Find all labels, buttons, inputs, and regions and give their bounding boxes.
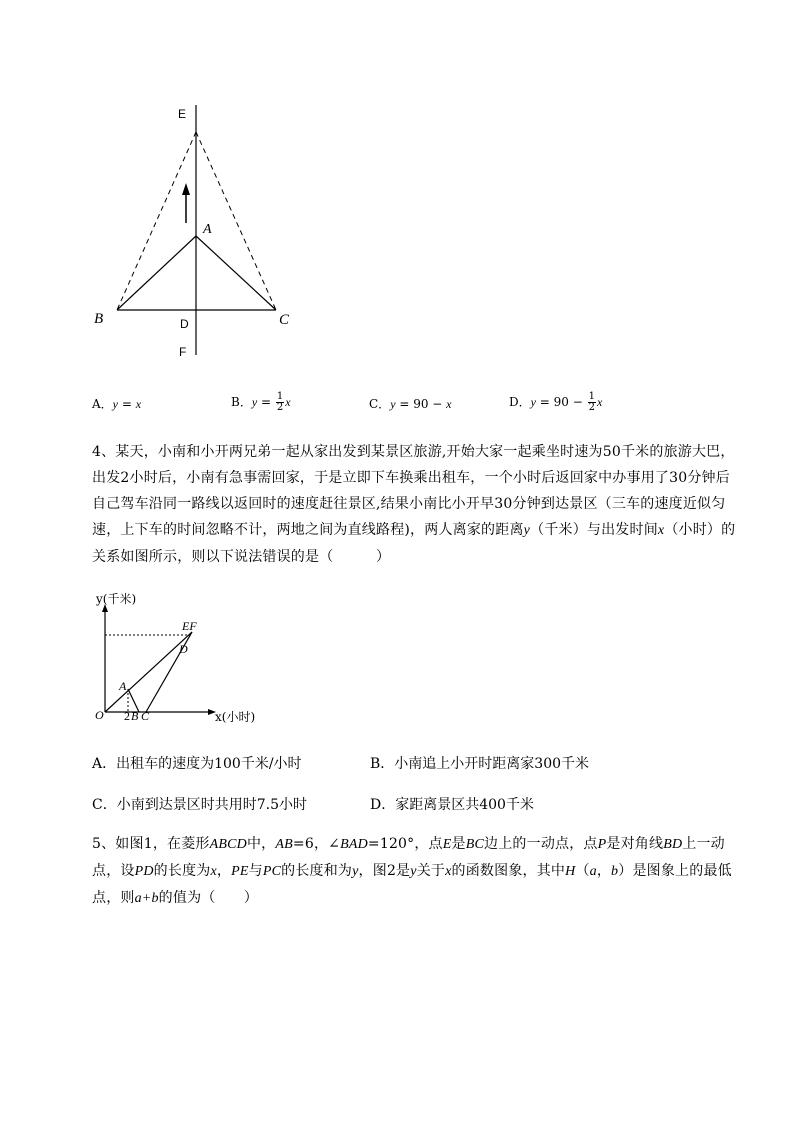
point-c-label: C	[141, 709, 150, 723]
q5-var: a	[589, 864, 597, 879]
x-axis-label: x(小时)	[215, 710, 256, 724]
q5-var: x	[445, 864, 452, 879]
fraction-den: 2	[588, 402, 595, 413]
label-b: B	[94, 311, 104, 327]
q5-text: ，图2是	[358, 863, 411, 879]
fraction	[276, 392, 284, 413]
q5-text: 关于	[416, 863, 446, 879]
label-d: D	[180, 317, 189, 331]
option-eq: = 90 −	[395, 397, 447, 411]
label-a: A	[203, 222, 212, 237]
q5-var: y	[352, 864, 359, 879]
q5-text: 的长度为	[153, 863, 211, 879]
q5-var: AB	[275, 837, 293, 852]
q3-option-c	[369, 396, 451, 412]
fraction-den: 2	[276, 402, 284, 413]
q5-text: 上一动点，设	[92, 836, 725, 879]
q5-text: 边上的一动点，点	[484, 836, 598, 852]
label-c: C	[279, 312, 290, 328]
side-ac	[196, 236, 276, 310]
q4-text-b: （千米）与出发时间	[530, 522, 658, 538]
geometry-figure	[80, 95, 310, 365]
q5-var: a+b	[134, 891, 159, 906]
origin-label: O	[95, 708, 104, 722]
tick-2-label: 2	[124, 709, 130, 723]
label-e: E	[178, 107, 187, 121]
option-eq: =	[257, 395, 275, 409]
label-f: F	[179, 345, 187, 359]
q4-option-a: A．出租车的速度为100千米/小时	[92, 756, 302, 772]
q5-var: BAD	[340, 837, 368, 852]
question-5-text	[92, 831, 742, 912]
q5-text: ，	[216, 863, 232, 879]
q5-var: H	[565, 864, 576, 879]
q5-text: ，	[596, 863, 612, 879]
option-rhs: x	[285, 395, 291, 409]
option-rhs: x	[446, 397, 452, 411]
point-ef-label: EF	[182, 619, 197, 633]
option-eq: = 90 −	[535, 395, 587, 409]
option-letter: B．	[231, 395, 252, 409]
point-d-label: D	[179, 642, 188, 656]
q5-text: =6，∠	[292, 836, 341, 852]
q4-text-a: 4、某天，小南和小开两兄弟一起从家出发到某景区旅游,开始大家一起乘坐时速为50千米的旅游大巴，出发2小时后，小南有急事需回家，于是立即下车换乘出租车，一个小时后返回家中办事用了30分钟后自己驾车沿同一路线以返回时的速度赶往景区,结果小南比小开早30分钟到达景区（三车的速度近似匀速，上下车的时间忽略不计，两地之间为直线路程)，两人离家的距离	[92, 444, 735, 538]
option-letter: A．	[92, 397, 113, 411]
distance-time-graph	[88, 588, 278, 728]
q5-text: ）是图象上的最低点，则	[92, 863, 732, 906]
point-a-label: A	[119, 679, 127, 693]
q5-var: x	[210, 864, 217, 879]
q4-var-x: x	[657, 523, 665, 538]
q5-var: ABCD	[209, 837, 247, 852]
q5-var: PD	[134, 864, 154, 879]
q4-text-c: （小时）的关系如图所示，则以下说法错误的是（ ）	[92, 522, 736, 565]
q5-text: 的值为（ ）	[158, 890, 259, 906]
question-4-text	[92, 439, 742, 570]
arrow-head	[182, 183, 190, 195]
option-lhs: y	[530, 395, 536, 409]
q3-option-a	[92, 396, 141, 412]
q5-var: b	[611, 864, 619, 879]
q4-var-y: y	[523, 523, 531, 538]
option-eq: =	[118, 397, 136, 411]
q5-text: 5、如图1，在菱形	[92, 836, 210, 852]
q5-text: 中，	[246, 836, 276, 852]
q5-text: 与	[248, 863, 263, 879]
y-axis-label: y(千米)	[96, 592, 137, 606]
q3-option-b	[231, 392, 291, 413]
option-rhs: x	[135, 397, 142, 411]
point-b-label: B	[131, 709, 139, 723]
q5-text: =120°，点	[367, 836, 443, 852]
q5-var: y	[410, 864, 417, 879]
q4-option-b: B．小南追上小开时距离家300千米	[370, 756, 590, 772]
fraction-num: 1	[276, 391, 284, 402]
q5-var: P	[597, 837, 607, 852]
q5-var: BD	[663, 837, 683, 852]
option-lhs: y	[251, 395, 258, 409]
q5-text: 的函数图象，其中	[451, 863, 566, 879]
fraction-num: 1	[588, 391, 595, 402]
q4-option-c: C．小南到达景区时共用时7.5小时	[92, 797, 307, 813]
dashed-ec	[196, 132, 276, 310]
option-rhs: x	[596, 395, 603, 409]
option-letter: D．	[509, 395, 531, 409]
option-lhs: y	[112, 397, 118, 411]
q5-text: 的长度和为	[281, 863, 353, 879]
q5-var: PC	[262, 864, 282, 879]
q3-option-d	[509, 392, 602, 413]
option-letter: C．	[369, 397, 391, 411]
dashed-eb	[117, 132, 196, 310]
q5-var: E	[442, 837, 452, 852]
fraction	[588, 392, 596, 413]
q5-text: 是	[451, 836, 466, 852]
q5-text: （	[575, 863, 590, 879]
side-ab	[117, 236, 196, 310]
option-lhs: y	[390, 397, 396, 411]
q4-option-d: D．家距离景区共400千米	[370, 797, 534, 813]
q5-var: BC	[465, 837, 485, 852]
q5-text: 是对角线	[606, 836, 664, 852]
q5-var: PE	[231, 864, 249, 879]
